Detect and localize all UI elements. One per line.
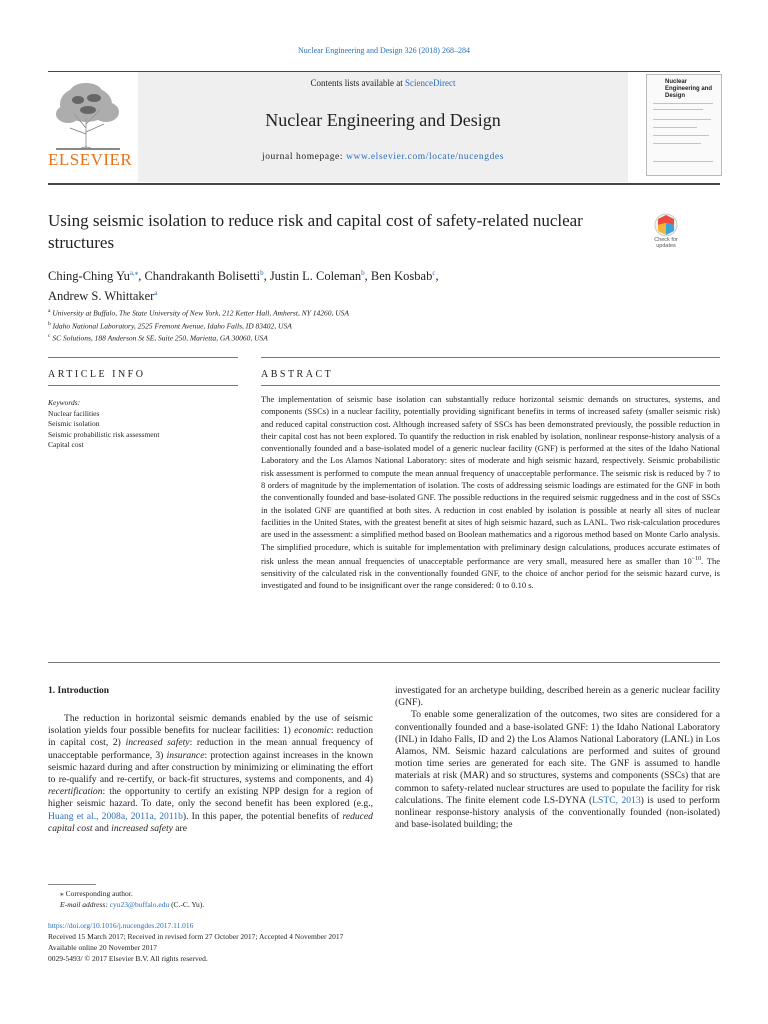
- crossmark-icon[interactable]: [646, 211, 686, 259]
- affiliation-item: [48, 319, 668, 332]
- author-affil-marker[interactable]: b: [260, 269, 264, 277]
- author-name[interactable]: Justin L. Coleman: [269, 269, 362, 284]
- doi-link[interactable]: https://doi.org/10.1016/j.nucengdes.2017.11.016: [48, 921, 194, 930]
- keyword-item: Seismic probabilistic risk assessment: [48, 429, 160, 439]
- author-separator: ,: [364, 269, 371, 284]
- homepage-line: [138, 152, 628, 162]
- contents-line: [138, 78, 628, 88]
- affiliation-item: [48, 331, 668, 344]
- author-name[interactable]: Ching-Ching Yu: [48, 269, 130, 284]
- journal-cover-thumbnail[interactable]: [646, 74, 722, 176]
- reference-link[interactable]: LSTC, 2013: [592, 794, 641, 806]
- affil-marker: a: [48, 308, 51, 314]
- affiliation-item: [48, 306, 668, 319]
- abstract-divider: [261, 385, 720, 386]
- footnote-rule: [48, 884, 96, 885]
- article-meta: [48, 920, 343, 964]
- intro-paragraph: [48, 713, 373, 835]
- journal-masthead: [48, 71, 720, 182]
- intro-left-column: [48, 713, 373, 835]
- intro-paragraph: investigated for an archetype building, described herein as a generic nuclear facility (GNF).: [395, 685, 720, 709]
- online-date: Available online 20 November 2017: [48, 943, 157, 952]
- email-suffix: (C.-C. Yu).: [169, 900, 205, 909]
- text-run: and: [92, 822, 112, 834]
- journal-title: Nuclear Engineering and Design: [265, 110, 501, 130]
- italic-term: economic: [294, 725, 331, 737]
- text-run: : protection against increases in the known seismic hazard during and after construction by minimizing or eliminating the effort to re-qualify and re-certify, or back-fit structures, systems and components, and 4): [48, 749, 373, 786]
- affil-marker: b: [48, 320, 51, 327]
- author-affil-marker[interactable]: a: [154, 289, 158, 298]
- author-list: [48, 265, 668, 305]
- email-line: [60, 899, 204, 910]
- text-run: : the opportunity to certify an existing NPP design for a region of higher seismic hazard. To date, only the second benefit has been explored (e.g.,: [48, 786, 373, 810]
- copyright-line: 0029-5493/ © 2017 Elsevier B.V. All rights reserved.: [48, 954, 208, 963]
- keywords-block: [48, 398, 238, 451]
- abstract-text: [261, 393, 720, 592]
- cover-line: [653, 119, 711, 120]
- italic-term: increased safety: [125, 737, 190, 749]
- abstract-body: The implementation of seismic base isolation can substantially reduce horizontal seismic demands on structures, systems, and components (SSCs) in a nuclear facility, potentially providing significant benefits in terms of increased safety (smaller seismic risk) and reduced capital construction cost. Although increased safety of SSCs has been demonstrated previously, the possible reduction in their capital cost has not been explored. To quantify the reduction in risk enabled by isolation, nonlinear response-history analysis of a conventionally founded and a base-isolated model of a generic nuclear facility (GNF) is performed at the sites of the Idaho National Laboratory and the Los Alamos National Laboratory: sites of moderate and high seismic hazard, respectively. Seismic probabilistic risk assessment is performed to compute the mean annual frequency of unacceptable performance. The seismic risk is reduced by 7 to 8 orders of magnitude by the implementation of isolation. The costs of addressing seismic loadings are estimated for the GNF in both the conventionally founded and base-isolated GNF. The possible reductions in the required seismic ruggedness and in the cost of SSCs in the isolated GNF are quantified at both sites. A reduction in cost enabled by isolation is possible at nearly all sites of nuclear facilities in the United States, with the greatest benefit at sites of high seismic hazard, such as LANL. Two risk-calculation procedures are used in the assessment: a simplified method based on Boolean mathematics and a rigorous method based on Monte Carlo analysis. The simplified procedure, which is suitable for implementation with preliminary design calculations, produces accurate estimates of risk unless the mean annual frequencies of unacceptable performance are very small, measured here as smaller than 10: [261, 394, 720, 566]
- received-dates: Received 15 March 2017; Received in revised form 27 October 2017; Accepted 4 November 2017: [48, 932, 344, 941]
- keyword-item: Seismic isolation: [48, 419, 100, 428]
- abstract-heading: ABSTRACT: [261, 369, 334, 380]
- author-affil-marker[interactable]: a,⁎: [129, 269, 139, 277]
- affil-text: Idaho National Laboratory, 2525 Fremont Avenue, Idaho Falls, ID 83402, USA: [52, 321, 292, 330]
- email-label: E-mail address:: [60, 900, 110, 909]
- elsevier-wordmark: ELSEVIER: [48, 150, 133, 169]
- author-separator: ,: [435, 269, 439, 284]
- text-run: : reduction in capital cost, 2): [48, 725, 374, 749]
- italic-term: reduced capital cost: [48, 810, 373, 834]
- text-run: are: [172, 822, 187, 834]
- email-link[interactable]: cyu23@buffalo.edu: [109, 900, 170, 909]
- corresponding-author-footnote: [60, 888, 204, 910]
- affiliations: [48, 306, 668, 344]
- author-name[interactable]: Ben Kosbab: [370, 269, 433, 284]
- affil-text: University at Buffalo, The State University of New York, 212 Ketter Hall, Amherst, NY 14260, USA: [52, 308, 349, 318]
- affil-text: SC Solutions, 188 Anderson St SE, Suite 250, Marietta, GA 30060, USA: [52, 333, 268, 343]
- cover-line: [653, 143, 701, 144]
- cover-title: Nuclear Engineering and Design: [665, 79, 713, 99]
- author-name[interactable]: Andrew S. Whittaker: [48, 289, 155, 304]
- cover-line: [653, 109, 703, 110]
- author-affil-marker[interactable]: b: [361, 269, 365, 277]
- corresponding-author-label: ⁎ Corresponding author.: [60, 889, 133, 898]
- article-info-top-rule: [48, 357, 238, 358]
- author-affil-marker[interactable]: c: [432, 269, 436, 277]
- keywords-label: Keywords:: [48, 398, 81, 407]
- affil-marker: c: [48, 333, 51, 339]
- italic-term: insurance: [166, 749, 205, 761]
- cover-line: [653, 127, 697, 128]
- abstract-exponent: −10: [691, 555, 702, 562]
- cover-line: [653, 103, 713, 104]
- abstract-bottom-rule: [48, 662, 720, 663]
- masthead-rule: [48, 183, 720, 185]
- text-run: To enable some generalization of the outcomes, two sites are considered for a conventionally founded and a base-isolated GNF: 1) the Idaho National Laboratory (INL) in Idaho Falls, ID and 2) the Los Alamos National Laboratory (LANL) in Los Alamos, NM. Seismic hazard calculations are performed and suites of ground motion time series are generated for each site. The GNF is assumed to handle materials at risk (MAR) and so structures, systems and components (SSCs) that are common to safety-related nuclear structures are used to populate the facility for risk calculations. The finite element code LS-DYNA (: [395, 709, 720, 806]
- author-name[interactable]: Chandrakanth Bolisetti: [144, 269, 261, 284]
- keyword-item: Nuclear facilities: [48, 408, 100, 418]
- text-run: ) is used to perform nonlinear response-history analysis of the conventionally founded (non-isolated) and base-isolated building; the: [395, 794, 720, 831]
- keyword-item: Capital cost: [48, 440, 84, 449]
- intro-right-column: [395, 685, 720, 831]
- paper-title: Using seismic isolation to reduce risk and capital cost of safety-related nuclear structures: [48, 211, 583, 252]
- sciencedirect-link[interactable]: ScienceDirect: [405, 78, 456, 88]
- masthead-banner: [138, 72, 628, 182]
- intro-heading: 1. Introduction: [48, 686, 110, 696]
- abstract-top-rule: [261, 357, 720, 358]
- author-separator: ,: [263, 269, 270, 284]
- crossmark-label[interactable]: Check for updates: [654, 237, 678, 249]
- abstract-body-end: . The sensitivity of the calculated risk in the conventionally founded GNF, to the choice of anchor period for the seismic hazard curve, is investigated and found to be insignificant over the range considered: 0 to 0.10 s.: [261, 555, 721, 591]
- cover-line: [653, 135, 709, 136]
- homepage-link[interactable]: www.elsevier.com/locate/nucengdes: [346, 152, 505, 162]
- text-run: : reduction in the mean annual frequency of unacceptable performance, 3): [48, 737, 374, 761]
- author-separator: ,: [138, 269, 145, 284]
- italic-term: recertification: [48, 786, 103, 798]
- text-run: The reduction in horizontal seismic demands enabled by the use of seismic isolation yields four possible benefits for nuclear facilities: 1): [48, 713, 373, 737]
- contents-prefix: Contents lists available at: [310, 78, 405, 88]
- italic-term: increased safety: [111, 822, 173, 834]
- cover-line: [653, 161, 713, 162]
- intro-paragraph: [395, 709, 720, 831]
- text-run: ). In this paper, the potential benefits of: [182, 810, 343, 822]
- journal-citation-link[interactable]: Nuclear Engineering and Design 326 (2018) 268–284: [298, 46, 470, 55]
- homepage-prefix: journal homepage:: [261, 152, 347, 162]
- reference-link[interactable]: Huang et al., 2008a, 2011a, 2011b: [48, 810, 183, 822]
- article-info-heading: ARTICLE INFO: [48, 369, 146, 380]
- article-info-divider: [48, 385, 238, 386]
